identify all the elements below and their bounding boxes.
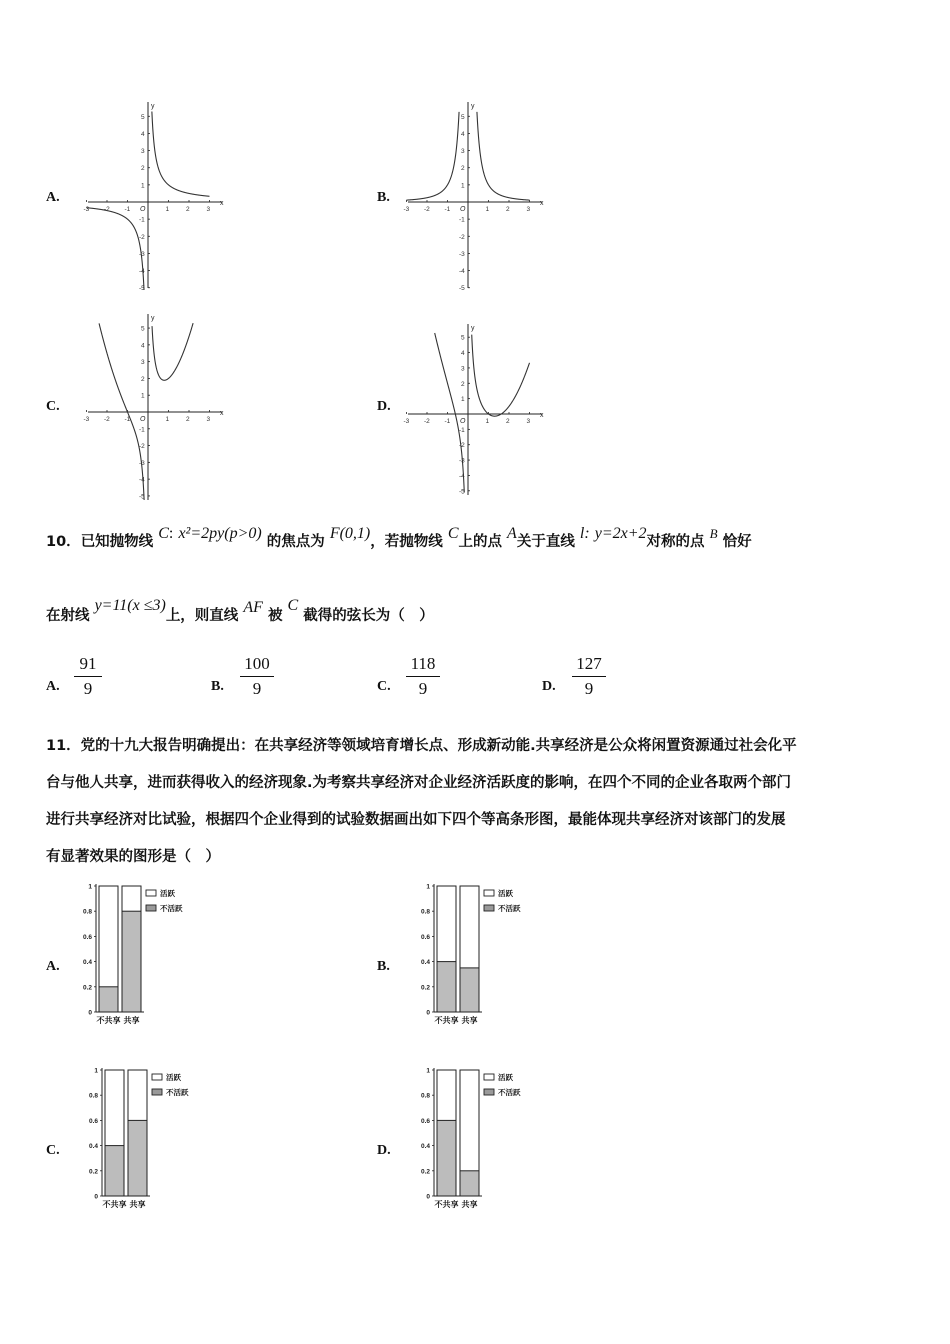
bar-y-tick-label: 0.8 xyxy=(420,1092,430,1100)
bar-option-a-label: A. xyxy=(46,959,60,974)
bar-chart-d xyxy=(410,1062,550,1214)
bar-option-c-label: C. xyxy=(46,1143,60,1158)
q10-text-2: 的焦点为 xyxy=(266,534,325,550)
legend-label-inactive: 不活跃 xyxy=(166,1088,189,1097)
y-tick-label: 2 xyxy=(141,165,145,173)
legend-swatch-active xyxy=(484,1074,494,1080)
bar-inactive-segment xyxy=(437,962,456,1012)
q10-option-d-denominator: 9 xyxy=(584,679,594,698)
x-axis-letter: x xyxy=(220,200,224,207)
bar-y-tick-label: 1 xyxy=(426,1067,430,1075)
bar-inactive-segment xyxy=(122,911,141,1012)
y-tick-label: 5 xyxy=(141,325,145,333)
x-tick-label: 2 xyxy=(506,418,510,425)
y-axis-letter: y xyxy=(151,103,155,110)
curve-branch-left xyxy=(435,333,465,492)
function-graph-c xyxy=(80,312,230,502)
bar-y-tick-label: 0.2 xyxy=(420,1168,430,1176)
q10-option-b-label: B. xyxy=(211,679,224,694)
y-tick-label: 1 xyxy=(461,182,465,190)
bar-category-label: 不共享 xyxy=(434,1200,459,1209)
curve-branch-left xyxy=(407,112,460,200)
bar-y-tick-label: 1 xyxy=(94,1067,98,1075)
q10-line-equation: y=2x+2 xyxy=(594,525,647,542)
x-tick-label: -2 xyxy=(424,418,430,425)
origin-label: O xyxy=(140,416,146,423)
y-tick-label: 5 xyxy=(461,334,465,342)
bar-y-tick-label: 0.4 xyxy=(420,959,430,967)
q10-text-11: 截得的弦长为（ ） xyxy=(303,608,434,624)
y-tick-label: 4 xyxy=(141,342,145,350)
legend-swatch-inactive xyxy=(146,905,156,911)
x-tick-label: -3 xyxy=(403,206,410,213)
y-axis-letter: y xyxy=(471,103,475,110)
y-tick-label: -5 xyxy=(459,488,465,496)
bar-category-label: 共享 xyxy=(123,1016,140,1025)
y-tick-label: -3 xyxy=(459,457,465,465)
y-tick-label: -3 xyxy=(459,250,465,258)
y-tick-label: -3 xyxy=(139,459,145,467)
y-tick-label: -2 xyxy=(139,233,145,241)
curve-branch-right xyxy=(477,112,530,200)
x-tick-label: 3 xyxy=(526,206,531,213)
q10-option-b-denominator: 9 xyxy=(252,679,262,698)
q10-option-b-fraction xyxy=(240,654,274,699)
legend-swatch-inactive xyxy=(484,1089,494,1095)
bar-category-label: 不共享 xyxy=(96,1016,121,1025)
bar-y-tick-label: 0.8 xyxy=(88,1092,98,1100)
q10-option-c-numerator: 118 xyxy=(410,654,436,673)
q10-text-5: 关于直线 xyxy=(516,534,575,550)
x-tick-label: 3 xyxy=(206,206,211,213)
q10-text-1: 已知抛物线 xyxy=(80,534,154,550)
y-tick-label: 4 xyxy=(461,130,465,138)
legend-swatch-inactive xyxy=(152,1089,162,1095)
q10-option-c-label: C. xyxy=(377,679,391,694)
origin-label: O xyxy=(460,206,466,213)
bar-y-tick-label: 0 xyxy=(94,1193,98,1201)
bar-y-tick-label: 0.2 xyxy=(420,984,430,992)
y-tick-label: 3 xyxy=(461,365,465,373)
x-tick-label: -2 xyxy=(104,206,110,213)
x-axis-letter: x xyxy=(540,412,544,419)
bar-inactive-segment xyxy=(99,987,118,1012)
bar-y-tick-label: 0.4 xyxy=(420,1143,430,1151)
y-tick-label: -5 xyxy=(459,285,465,290)
bar-option-d-label: D. xyxy=(377,1143,391,1158)
x-tick-label: 3 xyxy=(526,418,531,425)
curve-branch-right xyxy=(152,323,193,380)
y-tick-label: -2 xyxy=(139,443,145,451)
bar-inactive-segment xyxy=(105,1146,124,1196)
bar-y-tick-label: 0 xyxy=(426,1193,430,1201)
y-tick-label: 5 xyxy=(461,113,465,121)
graph-option-b-label: B. xyxy=(377,190,390,205)
bar-chart-c xyxy=(78,1062,218,1214)
y-tick-label: 1 xyxy=(141,392,145,400)
x-tick-label: 2 xyxy=(186,206,190,213)
q10-option-a-label: A. xyxy=(46,679,60,694)
q10-text-3: ，若抛物线 xyxy=(370,534,443,550)
bar-y-tick-label: 0.6 xyxy=(420,1117,430,1125)
function-graph-d xyxy=(400,322,550,497)
bar-y-tick-label: 0.8 xyxy=(420,908,430,916)
q10-curve-c-3: C xyxy=(287,597,299,614)
legend-label-inactive: 不活跃 xyxy=(498,1088,521,1097)
legend-label-inactive: 不活跃 xyxy=(498,904,521,913)
curve-branch-right xyxy=(472,335,530,417)
x-tick-label: -2 xyxy=(424,206,430,213)
bar-y-tick-label: 0.4 xyxy=(88,1143,98,1151)
legend-label-active: 活跃 xyxy=(160,889,175,898)
function-graph-b xyxy=(400,100,550,290)
y-tick-label: 2 xyxy=(461,165,465,173)
q10-text-6: 对称的点 xyxy=(646,534,705,550)
bar-category-label: 共享 xyxy=(129,1200,146,1209)
x-tick-label: -3 xyxy=(83,206,90,213)
x-axis-letter: x xyxy=(220,410,224,417)
q10-option-d-label: D. xyxy=(542,679,556,694)
q10-option-a-numerator: 91 xyxy=(79,654,97,673)
y-tick-label: -1 xyxy=(459,426,465,434)
bar-inactive-segment xyxy=(128,1120,147,1196)
y-axis-letter: y xyxy=(471,325,475,332)
q10-point-b: B xyxy=(709,526,718,541)
q11-line-1: 11．党的十九大报告明确提出：在共享经济等领域培育增长点、形成新动能.共享经济是公众将闲置资源通过社会化平 xyxy=(46,738,797,754)
q10-text-9: 上，则直线 xyxy=(165,608,239,624)
bar-category-label: 共享 xyxy=(461,1016,478,1025)
bar-chart-b xyxy=(410,878,550,1030)
q10-option-b-numerator: 100 xyxy=(244,654,270,673)
x-tick-label: -1 xyxy=(444,418,451,425)
bar-y-tick-label: 0.2 xyxy=(88,1168,98,1176)
y-tick-label: -1 xyxy=(139,216,145,224)
bar-y-tick-label: 0 xyxy=(88,1009,92,1017)
y-tick-label: -1 xyxy=(459,216,465,224)
curve-branch-right xyxy=(152,111,210,196)
bar-category-label: 不共享 xyxy=(434,1016,459,1025)
question-10-line-2 xyxy=(46,597,434,625)
origin-label: O xyxy=(460,418,466,425)
legend-swatch-active xyxy=(484,890,494,896)
q10-line-af: AF xyxy=(243,599,263,616)
y-tick-label: 5 xyxy=(141,113,145,121)
y-tick-label: 1 xyxy=(141,182,145,190)
y-tick-label: -5 xyxy=(139,493,145,501)
y-tick-label: 3 xyxy=(461,148,465,156)
y-tick-label: 4 xyxy=(141,130,145,138)
legend-label-active: 活跃 xyxy=(498,889,513,898)
q10-text-7: 恰好 xyxy=(722,534,752,550)
bar-y-tick-label: 1 xyxy=(88,883,92,891)
y-tick-label: -4 xyxy=(139,268,145,276)
bar-inactive-segment xyxy=(460,968,479,1012)
bar-y-tick-label: 0.6 xyxy=(88,1117,98,1125)
legend-swatch-active xyxy=(152,1074,162,1080)
x-tick-label: -1 xyxy=(444,206,451,213)
curve-branch-left xyxy=(87,208,145,290)
y-tick-label: -4 xyxy=(459,268,465,276)
q10-option-a-fraction xyxy=(74,654,102,699)
x-tick-label: 1 xyxy=(485,418,490,425)
q10-option-c-fraction xyxy=(406,654,440,699)
question-10-line-1 xyxy=(46,525,752,551)
bar-category-label: 共享 xyxy=(461,1200,478,1209)
q10-number: 10． xyxy=(46,534,81,550)
y-tick-label: -2 xyxy=(459,233,465,241)
legend-swatch-inactive xyxy=(484,905,494,911)
x-tick-label: -3 xyxy=(403,418,410,425)
function-graph-a xyxy=(80,100,230,290)
x-tick-label: 3 xyxy=(206,416,211,423)
y-tick-label: -2 xyxy=(459,442,465,450)
q10-line-l: l: xyxy=(579,525,590,542)
bar-y-tick-label: 0 xyxy=(426,1009,430,1017)
question-11-text xyxy=(46,728,916,876)
q10-text-10: 被 xyxy=(267,608,283,624)
y-tick-label: -4 xyxy=(139,476,145,484)
x-tick-label: 2 xyxy=(186,416,190,423)
bar-inactive-segment xyxy=(437,1120,456,1196)
graph-option-c-label: C. xyxy=(46,399,60,414)
q11-line-2: 台与他人共享，进而获得收入的经济现象.为考察共享经济对企业经济活跃度的影响，在四个不同的企业各取两个部门 xyxy=(46,775,792,791)
q10-option-d-numerator: 127 xyxy=(576,654,602,673)
legend-label-inactive: 不活跃 xyxy=(160,904,183,913)
y-tick-label: 3 xyxy=(141,359,145,367)
q10-focus: F(0,1) xyxy=(329,525,371,542)
x-tick-label: 2 xyxy=(506,206,510,213)
origin-label: O xyxy=(140,206,146,213)
x-tick-label: 1 xyxy=(165,416,170,423)
q10-option-d-fraction xyxy=(572,654,606,699)
bar-y-tick-label: 0.8 xyxy=(82,908,92,916)
legend-label-active: 活跃 xyxy=(498,1073,513,1082)
bar-y-tick-label: 0.4 xyxy=(82,959,92,967)
q10-option-c-denominator: 9 xyxy=(418,679,428,698)
bar-inactive-segment xyxy=(460,1171,479,1196)
q11-line-3: 进行共享经济对比试验，根据四个企业得到的试验数据画出如下四个等高条形图，最能体现共享经济对该部门的发展 xyxy=(46,812,786,828)
x-tick-label: 1 xyxy=(165,206,170,213)
y-axis-letter: y xyxy=(151,315,155,322)
x-tick-label: -3 xyxy=(83,416,90,423)
y-tick-label: -1 xyxy=(139,426,145,434)
bar-option-b-label: B. xyxy=(377,959,390,974)
q11-line-4: 有显著效果的图形是（ ） xyxy=(46,849,220,865)
q10-point-a: A xyxy=(507,525,517,542)
bar-category-label: 不共享 xyxy=(102,1200,127,1209)
y-tick-label: 4 xyxy=(461,350,465,358)
y-tick-label: 2 xyxy=(141,375,145,383)
y-tick-label: -5 xyxy=(139,285,145,290)
y-tick-label: 3 xyxy=(141,148,145,156)
q10-text-8: 在射线 xyxy=(46,608,90,624)
bar-y-tick-label: 1 xyxy=(426,883,430,891)
bar-y-tick-label: 0.6 xyxy=(420,933,430,941)
x-tick-label: -1 xyxy=(124,206,131,213)
x-axis-letter: x xyxy=(540,200,544,207)
q10-colon: : xyxy=(168,525,174,542)
bar-chart-a xyxy=(72,878,212,1030)
q10-parabola-equation: x²=2py(p>0) xyxy=(178,525,262,542)
graph-option-d-label: D. xyxy=(377,399,391,414)
q10-curve-c-2: C xyxy=(447,525,459,542)
q10-text-4: 上的点 xyxy=(458,534,502,550)
legend-label-active: 活跃 xyxy=(166,1073,181,1082)
x-tick-label: -1 xyxy=(124,416,131,423)
x-tick-label: 1 xyxy=(485,206,490,213)
bar-y-tick-label: 0.6 xyxy=(82,933,92,941)
legend-swatch-active xyxy=(146,890,156,896)
x-tick-label: -2 xyxy=(104,416,110,423)
y-tick-label: 1 xyxy=(461,396,465,404)
q10-option-a-denominator: 9 xyxy=(83,679,93,698)
graph-option-a-label: A. xyxy=(46,190,60,205)
bar-y-tick-label: 0.2 xyxy=(82,984,92,992)
y-tick-label: 2 xyxy=(461,380,465,388)
y-tick-label: -4 xyxy=(459,472,465,480)
q10-curve-c: C xyxy=(158,525,169,542)
q10-ray-equation: y=11(x ≤3) xyxy=(94,597,166,614)
y-tick-label: -3 xyxy=(139,250,145,258)
